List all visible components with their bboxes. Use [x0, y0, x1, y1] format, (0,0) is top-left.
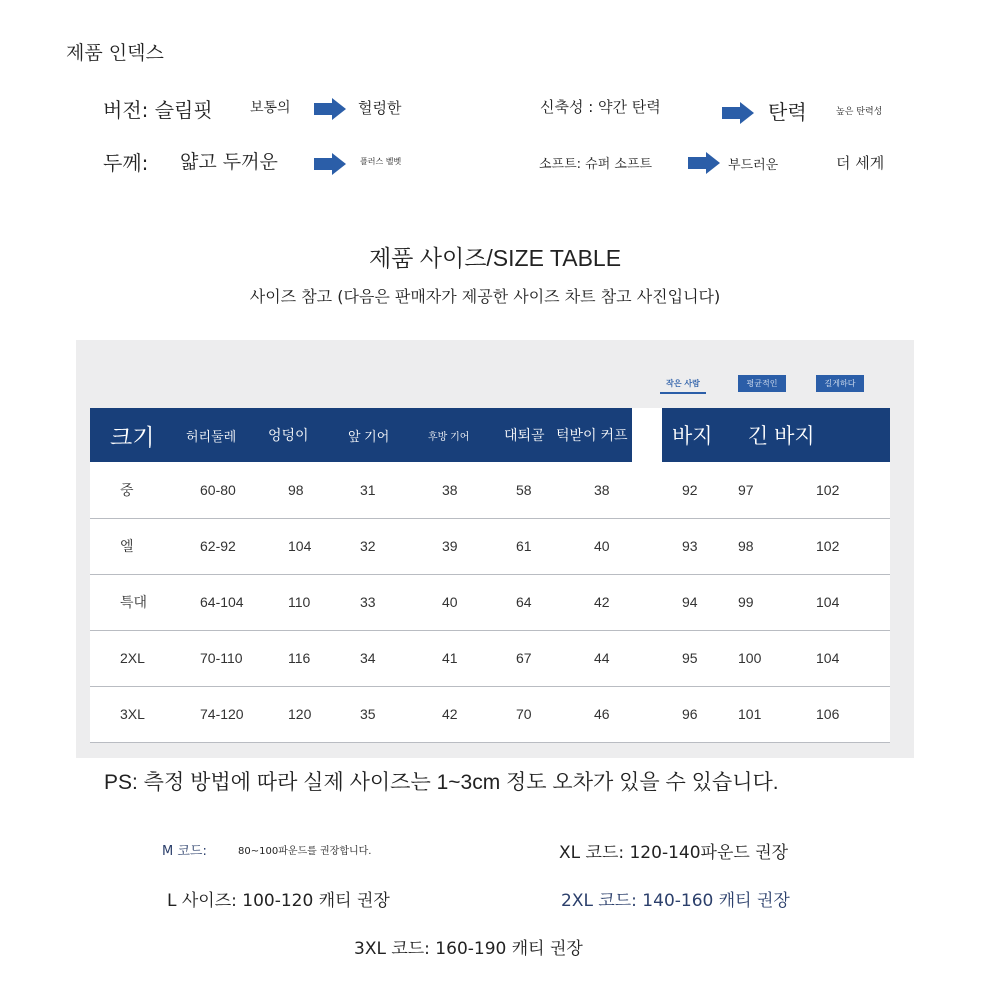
table-cell-front-rise: 32: [348, 518, 428, 574]
table-cell-size: 2XL: [90, 630, 186, 686]
m-code-range: 80~100파운드를 권장합니다.: [238, 846, 372, 857]
header-back-rise: 후방 기어: [428, 431, 470, 443]
xxl-code: 2XL 코드: 140-160 캐티 권장: [561, 891, 790, 911]
table-cell-cuff: 44: [586, 630, 662, 686]
cell-long-pants-short: 97: [738, 481, 754, 498]
table-row: [90, 630, 890, 686]
cell-long-pants-short: 101: [738, 706, 762, 722]
table-cell-size: 특대: [90, 574, 186, 630]
cell-long-pants-short: 100: [738, 650, 762, 666]
xxxl-code: 3XL 코드: 160-190 캐티 권장: [354, 939, 583, 959]
table-row: [90, 518, 890, 574]
version-normal: 보통의: [250, 100, 291, 116]
table-cell-hip: 110: [268, 574, 348, 630]
table-cell-long-pants: [738, 630, 890, 686]
version-loose: 헐렁한: [358, 99, 402, 117]
table-cell-waist: 62-92: [186, 518, 268, 574]
table-cell-thigh: 58: [516, 481, 532, 498]
table-cell-pants: 94: [662, 574, 738, 630]
cell-long-pants-long: 104: [816, 650, 840, 666]
tag-small: 작은 사람: [660, 375, 706, 394]
table-cell-long-pants: [738, 462, 890, 518]
table-cell-front-rise: 33: [348, 574, 428, 630]
table-cell-thigh: 70: [504, 686, 586, 742]
table-row: [90, 686, 890, 742]
stretch-high: 높은 탄력성: [836, 107, 883, 117]
table-cell-back-rise: 38: [442, 481, 458, 498]
soft-mid: 부드러운: [728, 158, 779, 173]
size-table: [90, 408, 890, 743]
table-cell-waist: 74-120: [186, 686, 268, 742]
table-cell-thigh: 61: [504, 518, 586, 574]
table-cell-back-rise: 42: [428, 686, 504, 742]
header-waist: 허리둘레: [186, 428, 237, 444]
header-thigh: 대퇴골: [504, 427, 545, 443]
table-cell-size: 3XL: [90, 686, 186, 742]
table-cell-cuff: 42: [586, 574, 662, 630]
header-pants: 바지: [672, 425, 713, 448]
thickness-plus: 플러스 벨벳: [360, 157, 402, 166]
table-cell-front-rise: 34: [348, 630, 428, 686]
l-code: L 사이즈: 100-120 캐티 권장: [167, 891, 390, 911]
header-size: 크기: [110, 423, 155, 450]
table-cell-pants: 96: [662, 686, 738, 742]
table-cell-hip: 98: [288, 481, 304, 498]
cell-long-pants-short: 99: [738, 594, 754, 610]
version-label: 버전: 슬림핏: [103, 98, 213, 122]
cell-long-pants-long: 102: [816, 538, 840, 554]
table-row: [90, 462, 890, 518]
arrow-right-icon: [722, 102, 754, 124]
soft-label: 소프트: 슈퍼 소프트: [539, 157, 653, 172]
header-long-pants: 긴 바지: [748, 425, 815, 448]
m-code-label: M 코드:: [162, 844, 207, 859]
arrow-right-icon: [314, 98, 346, 120]
table-cell-cuff: 38: [594, 481, 610, 498]
stretch-mid: 탄력: [768, 100, 807, 124]
cell-long-pants-long: 104: [816, 594, 840, 610]
table-cell-front-rise: 31: [360, 481, 376, 498]
cell-long-pants-short: 98: [738, 538, 754, 554]
header-front-rise: 앞 기어: [348, 428, 390, 444]
table-cell-cuff: 46: [586, 686, 662, 742]
thickness-thin: 얇고 두꺼운: [180, 151, 278, 173]
table-cell-back-rise: 41: [428, 630, 504, 686]
table-cell-thigh: 67: [504, 630, 586, 686]
cell-long-pants-long: 102: [816, 481, 840, 498]
index-title: 제품 인덱스: [66, 42, 164, 64]
table-row: [90, 574, 890, 630]
table-cell-cuff: 40: [586, 518, 662, 574]
table-cell-size: 엘: [90, 518, 186, 574]
table-cell-hip: 104: [268, 518, 348, 574]
table-cell-pants: 92: [682, 481, 698, 498]
page-title: 제품 사이즈/SIZE TABLE: [368, 245, 622, 271]
table-cell-long-pants: [738, 574, 890, 630]
table-cell-waist: 60-80: [200, 481, 236, 498]
table-cell-pants: 93: [662, 518, 738, 574]
table-cell-waist: 64-104: [186, 574, 268, 630]
arrow-right-icon: [314, 153, 346, 175]
table-header-row: [90, 408, 890, 462]
table-cell-hip: 120: [268, 686, 348, 742]
arrow-right-icon: [688, 152, 720, 174]
table-cell-thigh: 64: [504, 574, 586, 630]
tag-average: 평균적인: [738, 375, 786, 392]
table-cell-long-pants: [738, 686, 890, 742]
table-cell-back-rise: 39: [428, 518, 504, 574]
table-cell-pants: 95: [662, 630, 738, 686]
table-cell-front-rise: 35: [348, 686, 428, 742]
table-cell-long-pants: [738, 518, 890, 574]
stretch-label: 신축성 : 약간 탄력: [540, 98, 661, 116]
cell-long-pants-long: 106: [816, 706, 840, 722]
header-cuff: 턱받이 커프: [556, 427, 628, 443]
xl-code: XL 코드: 120-140파운드 권장: [559, 843, 789, 863]
page-subtitle: 사이즈 참고 (다음은 판매자가 제공한 사이즈 차트 참고 사진입니다): [249, 287, 721, 306]
ps-note: PS: 측정 방법에 따라 실제 사이즈는 1~3cm 정도 오차가 있을 수 있습니다.: [104, 771, 779, 794]
tag-long: 길게하다: [816, 375, 864, 392]
table-cell-waist: 70-110: [186, 630, 268, 686]
table-cell-hip: 116: [268, 630, 348, 686]
table-cell-back-rise: 40: [428, 574, 504, 630]
header-hip: 엉덩이: [268, 427, 309, 443]
table-cell-size: 중: [120, 481, 134, 498]
thickness-label: 두께:: [103, 151, 149, 175]
soft-more: 더 세게: [836, 154, 885, 172]
